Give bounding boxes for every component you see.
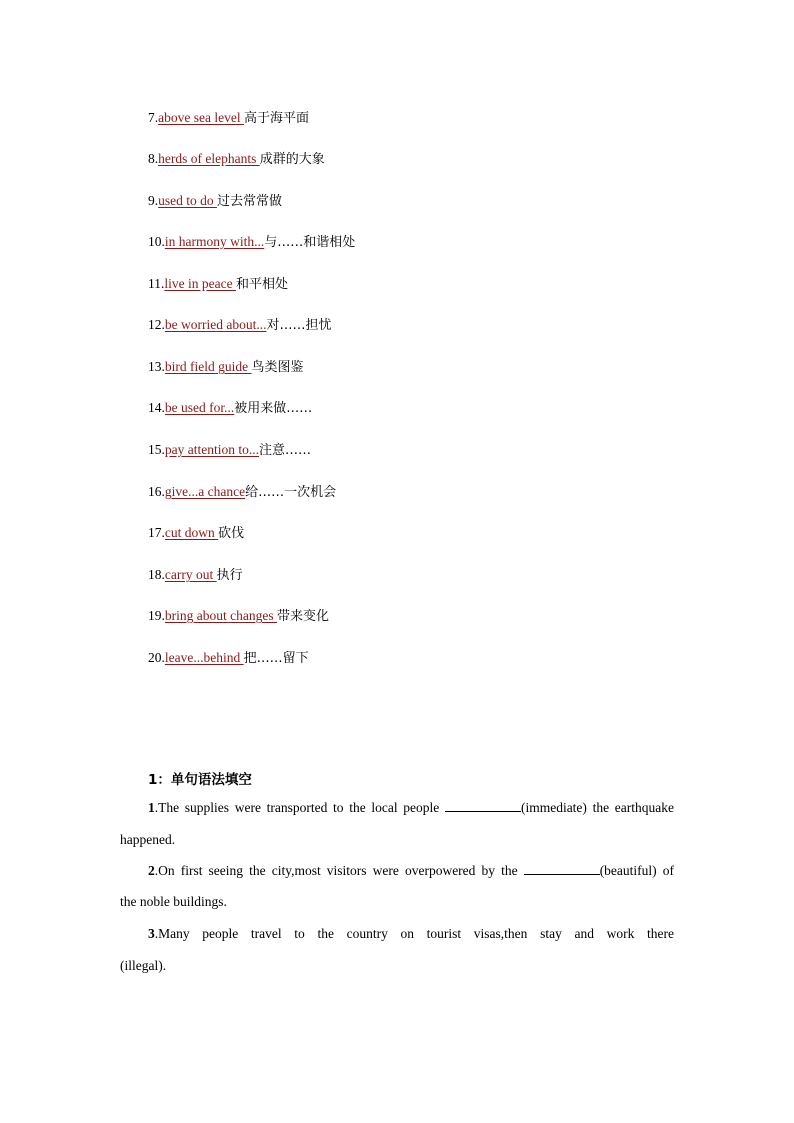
phrase-english: cut down [164,525,219,540]
phrase-chinese: 高于海平面 [243,111,309,126]
phrase-number: 9. [148,193,159,208]
answer-blank[interactable] [445,799,521,812]
phrase-chinese: 被用来做…… [234,401,313,416]
phrase-number: 8. [148,151,159,166]
phrase-chinese: 给……一次机会 [245,485,337,500]
phrase-item [148,524,244,543]
phrase-english: live in peace [164,276,236,291]
phrase-item [148,275,288,294]
section-title: 1：单句语法填空 [148,772,252,788]
phrase-english: carry out [164,567,217,582]
question-1-line-1 [148,799,674,817]
phrase-item [148,441,311,460]
phrase-item [148,399,312,418]
phrase-item [148,150,325,169]
question-text: .On first seeing the city,most visitors were overpowered by the [154,863,524,878]
phrase-chinese: 注意…… [258,443,311,458]
phrase-chinese: 与……和谐相处 [264,235,356,250]
question-number: 2 [148,863,155,878]
phrase-chinese: 执行 [216,568,243,583]
phrase-number: 18. [148,567,165,582]
phrase-chinese: 鸟类图鉴 [251,360,304,375]
phrase-number: 19. [148,608,165,623]
question-1-line-2: happened. [120,832,176,847]
question-number: 3 [148,926,155,941]
phrase-english: pay attention to... [164,442,259,457]
phrase-item [148,316,331,335]
phrase-english: be used for... [164,400,235,415]
question-3-line-1 [148,925,674,943]
phrase-english: herds of elephants [158,151,260,166]
phrase-chinese: 对……担忧 [266,318,332,333]
phrase-english: used to do [158,193,217,208]
question-2-line-2: the noble buildings. [120,894,227,909]
question-text: .Many people travel to the country on tourist visas,then stay and work there [154,926,674,941]
phrase-english: above sea level [158,110,244,125]
phrase-number: 10. [148,234,165,249]
phrase-chinese: 砍伐 [218,526,245,541]
question-2-line-1 [148,862,674,880]
phrase-english: bring about changes [164,608,277,623]
question-text: .The supplies were transported to the local people [154,800,445,815]
question-text: (beautiful) of [599,863,674,878]
phrase-chinese: 把……留下 [243,651,309,666]
phrase-item [148,566,243,585]
phrase-number: 12. [148,317,165,332]
phrase-number: 14. [148,400,165,415]
phrase-number: 7. [148,110,159,125]
phrase-item [148,192,282,211]
question-3-line-2: (illegal). [120,958,167,973]
phrase-item [148,649,309,668]
phrase-english: in harmony with... [164,234,265,249]
phrase-english: bird field guide [164,359,252,374]
phrase-number: 13. [148,359,165,374]
phrase-number: 17. [148,525,165,540]
question-text: (immediate) the earthquake [520,800,674,815]
phrase-item [148,607,329,626]
phrase-item [148,109,309,128]
phrase-english: be worried about... [164,317,267,332]
phrase-item [148,358,304,377]
phrase-english: leave...behind [164,650,244,665]
phrase-number: 16. [148,484,165,499]
question-number: 1 [148,800,155,815]
phrase-chinese: 过去常常做 [217,194,283,209]
phrase-item [148,483,336,502]
answer-blank[interactable] [524,862,600,875]
phrase-number: 20. [148,650,165,665]
phrase-item [148,233,355,252]
phrase-chinese: 成群的大象 [259,152,325,167]
phrase-chinese: 和平相处 [235,277,288,292]
phrase-english: give...a chance [164,484,246,499]
phrase-chinese: 带来变化 [276,609,329,624]
phrase-number: 15. [148,442,165,457]
phrase-number: 11. [148,276,165,291]
